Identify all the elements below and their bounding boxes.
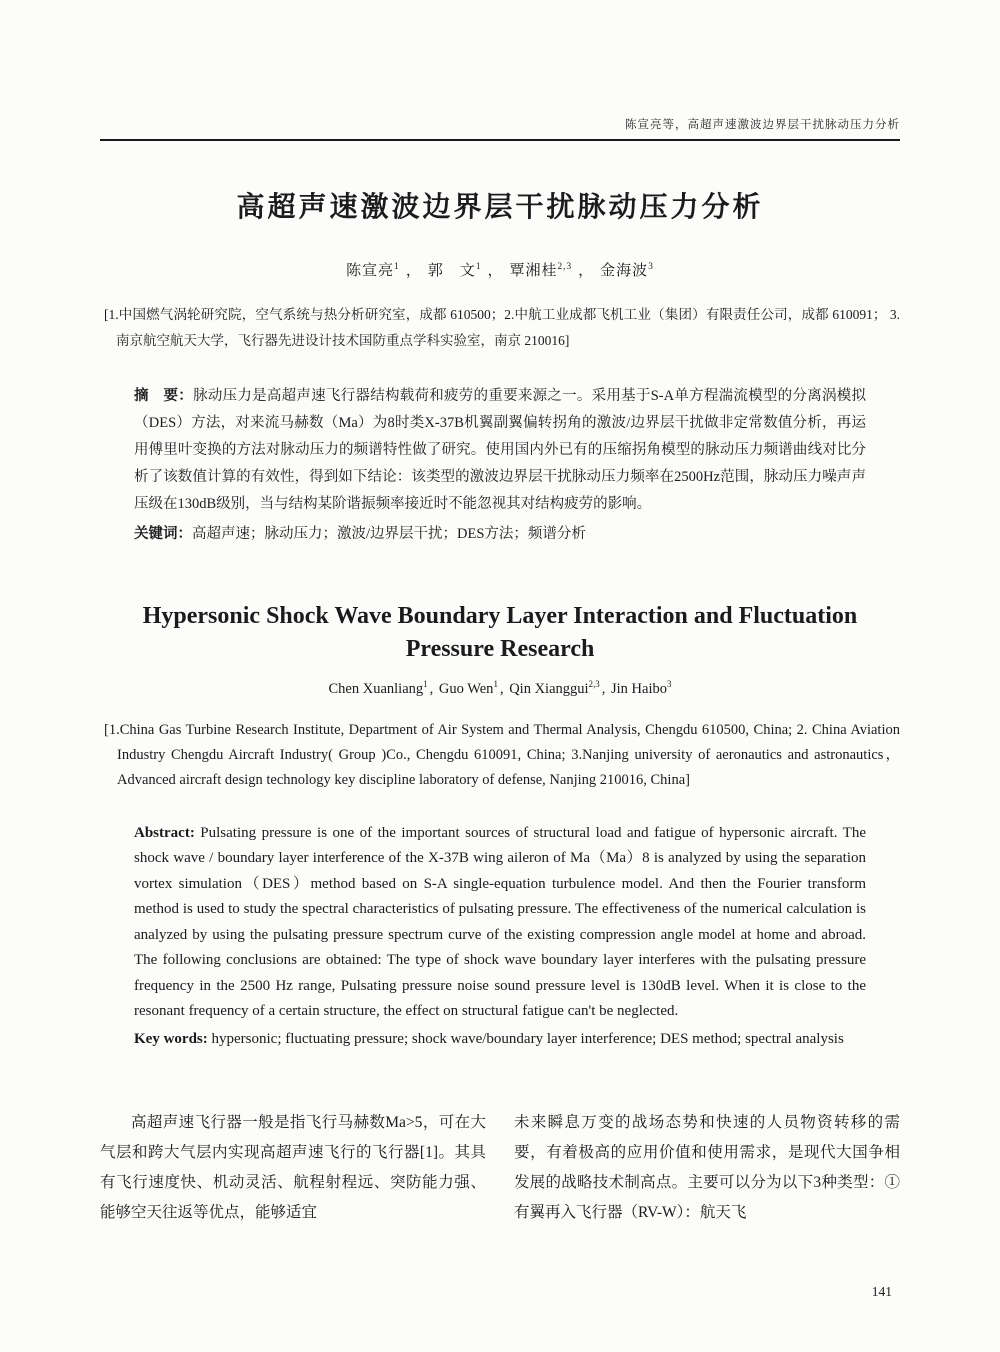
- author-separator: ,: [499, 680, 508, 697]
- body-paragraph-left: 高超声速飞行器一般是指飞行马赫数Ma>5，可在大气层和跨大气层内实现高超声速飞行的飞行器[1]。其具有飞行速度快、机动灵活、航程射程远、突防能力强、能够空天往返等优点，能够适宜: [100, 1114, 486, 1221]
- english-keywords: [134, 1027, 866, 1053]
- author-separator: ，: [578, 263, 595, 279]
- chinese-abstract-text: 脉动压力是高超声速飞行器结构载荷和疲劳的重要来源之一。采用基于S-A单方程湍流模型的分离涡模拟（DES）方法，对来流马赫数（Ma）为8时类X-37B机翼副翼偏转拐角的激波/边界层干扰做非定常数值分析，再运用傅里叶变换的方法对脉动压力的频谱特性做了研究。使用国内外已有的压缩拐角模型的脉动压力频谱曲线对比分析了该数值计算的有效性，得到如下结论：该类型的激波边界层干扰脉动压力频率在2500Hz范围，脉动压力噪声声压级在130dB级别，当与结构某阶谐振频率接近时不能忽视其对结构疲劳的影响。: [134, 388, 866, 512]
- chinese-keywords: [134, 521, 866, 548]
- english-keywords-text: hypersonic; fluctuating pressure; shock wave/boundary layer interference; DES method; spectral analysis: [211, 1030, 844, 1047]
- body-column-right: [514, 1108, 900, 1227]
- english-abstract-label: Abstract:: [134, 824, 201, 841]
- english-authors: [100, 681, 900, 698]
- english-title: [100, 600, 900, 665]
- author-superscript: 1: [493, 679, 498, 690]
- chinese-title: 高超声速激波边界层干扰脉动压力分析: [236, 192, 764, 223]
- body-columns: [100, 1108, 900, 1227]
- english-abstract-text: Pulsating pressure is one of the important sources of structural load and fatigue of hypersonic aircraft. The shock wave / boundary layer interference of the X-37B wing aileron of Ma（Ma）8 is analyzed by using the separation vortex simulation（DES）method based on S-A single-equation turbulence model. And then the Fourier transform method is used to study the spectral characteristics of pulsating pressure. The effectiveness of the numerical calculation is analyzed by using the pulsating pressure spectrum curve of the existing compression angle model at home and abroad. The following conclusions are obtained: The type of shock wave boundary layer interferes with the pulsating pressure frequency in the 2500 Hz range, Pulsating pressure noise sound pressure level is 130dB level. When it is close to the resonant frequency of a certain structure, the effect on structural fatigue can't be neglected.: [134, 824, 866, 1020]
- author-superscript: 1: [475, 262, 482, 272]
- author-name: 郭 文: [427, 263, 476, 279]
- author-name: 覃湘桂: [509, 263, 558, 279]
- author-name: Qin Xianggui: [509, 680, 589, 697]
- body-paragraph-right: 未来瞬息万变的战场态势和快速的人员物资转移的需要，有着极高的应用价值和使用需求，是现代大国争相发展的战略技术制高点。主要可以分为以下3种类型：①有翼再入飞行器（RV-W）：航天飞: [514, 1114, 900, 1221]
- author-superscript: 1: [423, 679, 428, 690]
- chinese-abstract-label: 摘 要：: [134, 388, 194, 405]
- english-title-line2: Pressure Research: [405, 635, 595, 662]
- header-rule: [100, 139, 900, 141]
- author-name: 陈宣亮: [346, 263, 395, 279]
- author-superscript: 2,3: [557, 262, 573, 272]
- chinese-affiliation: [1.中国燃气涡轮研究院，空气系统与热分析研究室，成都 610500；2.中航工业成都飞机工业（集团）有限责任公司，成都 610091； 3.南京航空航天大学，飞行器先进设计技术国防重点学科实验室，南京 210016]: [104, 307, 900, 348]
- author-superscript: 3: [667, 679, 672, 690]
- author-name: Chen Xuanliang: [328, 680, 424, 697]
- chinese-authors: [100, 259, 900, 280]
- english-title-line1: Hypersonic Shock Wave Boundary Layer Interaction and Fluctuation: [142, 603, 858, 630]
- author-superscript: 1: [394, 262, 400, 272]
- author-separator: ，: [405, 263, 422, 279]
- body-column-left: [100, 1108, 486, 1227]
- author-name: 金海波: [600, 263, 649, 279]
- english-affiliation: [1.China Gas Turbine Research Institute, Department of Air System and Thermal Analysis, Chengdu 610500, China; 2. China Aviation Industry Chengdu Aircraft Industry( Group )Co., Chengdu 610091, China; 3.Nanjing university of aeronautics and astronautics，Advanced aircraft design technology key discipline laboratory of defense, Nanjing 210016, China]: [104, 721, 900, 788]
- author-superscript: 3: [648, 262, 654, 272]
- author-superscript: 2,3: [588, 679, 600, 690]
- page-number: 141: [871, 1284, 892, 1299]
- author-name: Guo Wen: [438, 680, 494, 697]
- chinese-abstract: [134, 383, 866, 517]
- author-separator: ,: [429, 680, 437, 697]
- chinese-keywords-label: 关键词：: [134, 526, 192, 543]
- author-separator: ，: [487, 263, 504, 279]
- english-abstract: [134, 821, 866, 1025]
- author-separator: ,: [601, 680, 610, 697]
- author-name: Jin Haibo: [611, 680, 667, 697]
- english-keywords-label: Key words:: [134, 1030, 212, 1047]
- chinese-keywords-text: 高超声速；脉动压力；激波/边界层干扰；DES方法；频谱分析: [192, 526, 586, 543]
- running-header: 陈宣亮等，高超声速激波边界层干扰脉动压力分析: [625, 119, 900, 131]
